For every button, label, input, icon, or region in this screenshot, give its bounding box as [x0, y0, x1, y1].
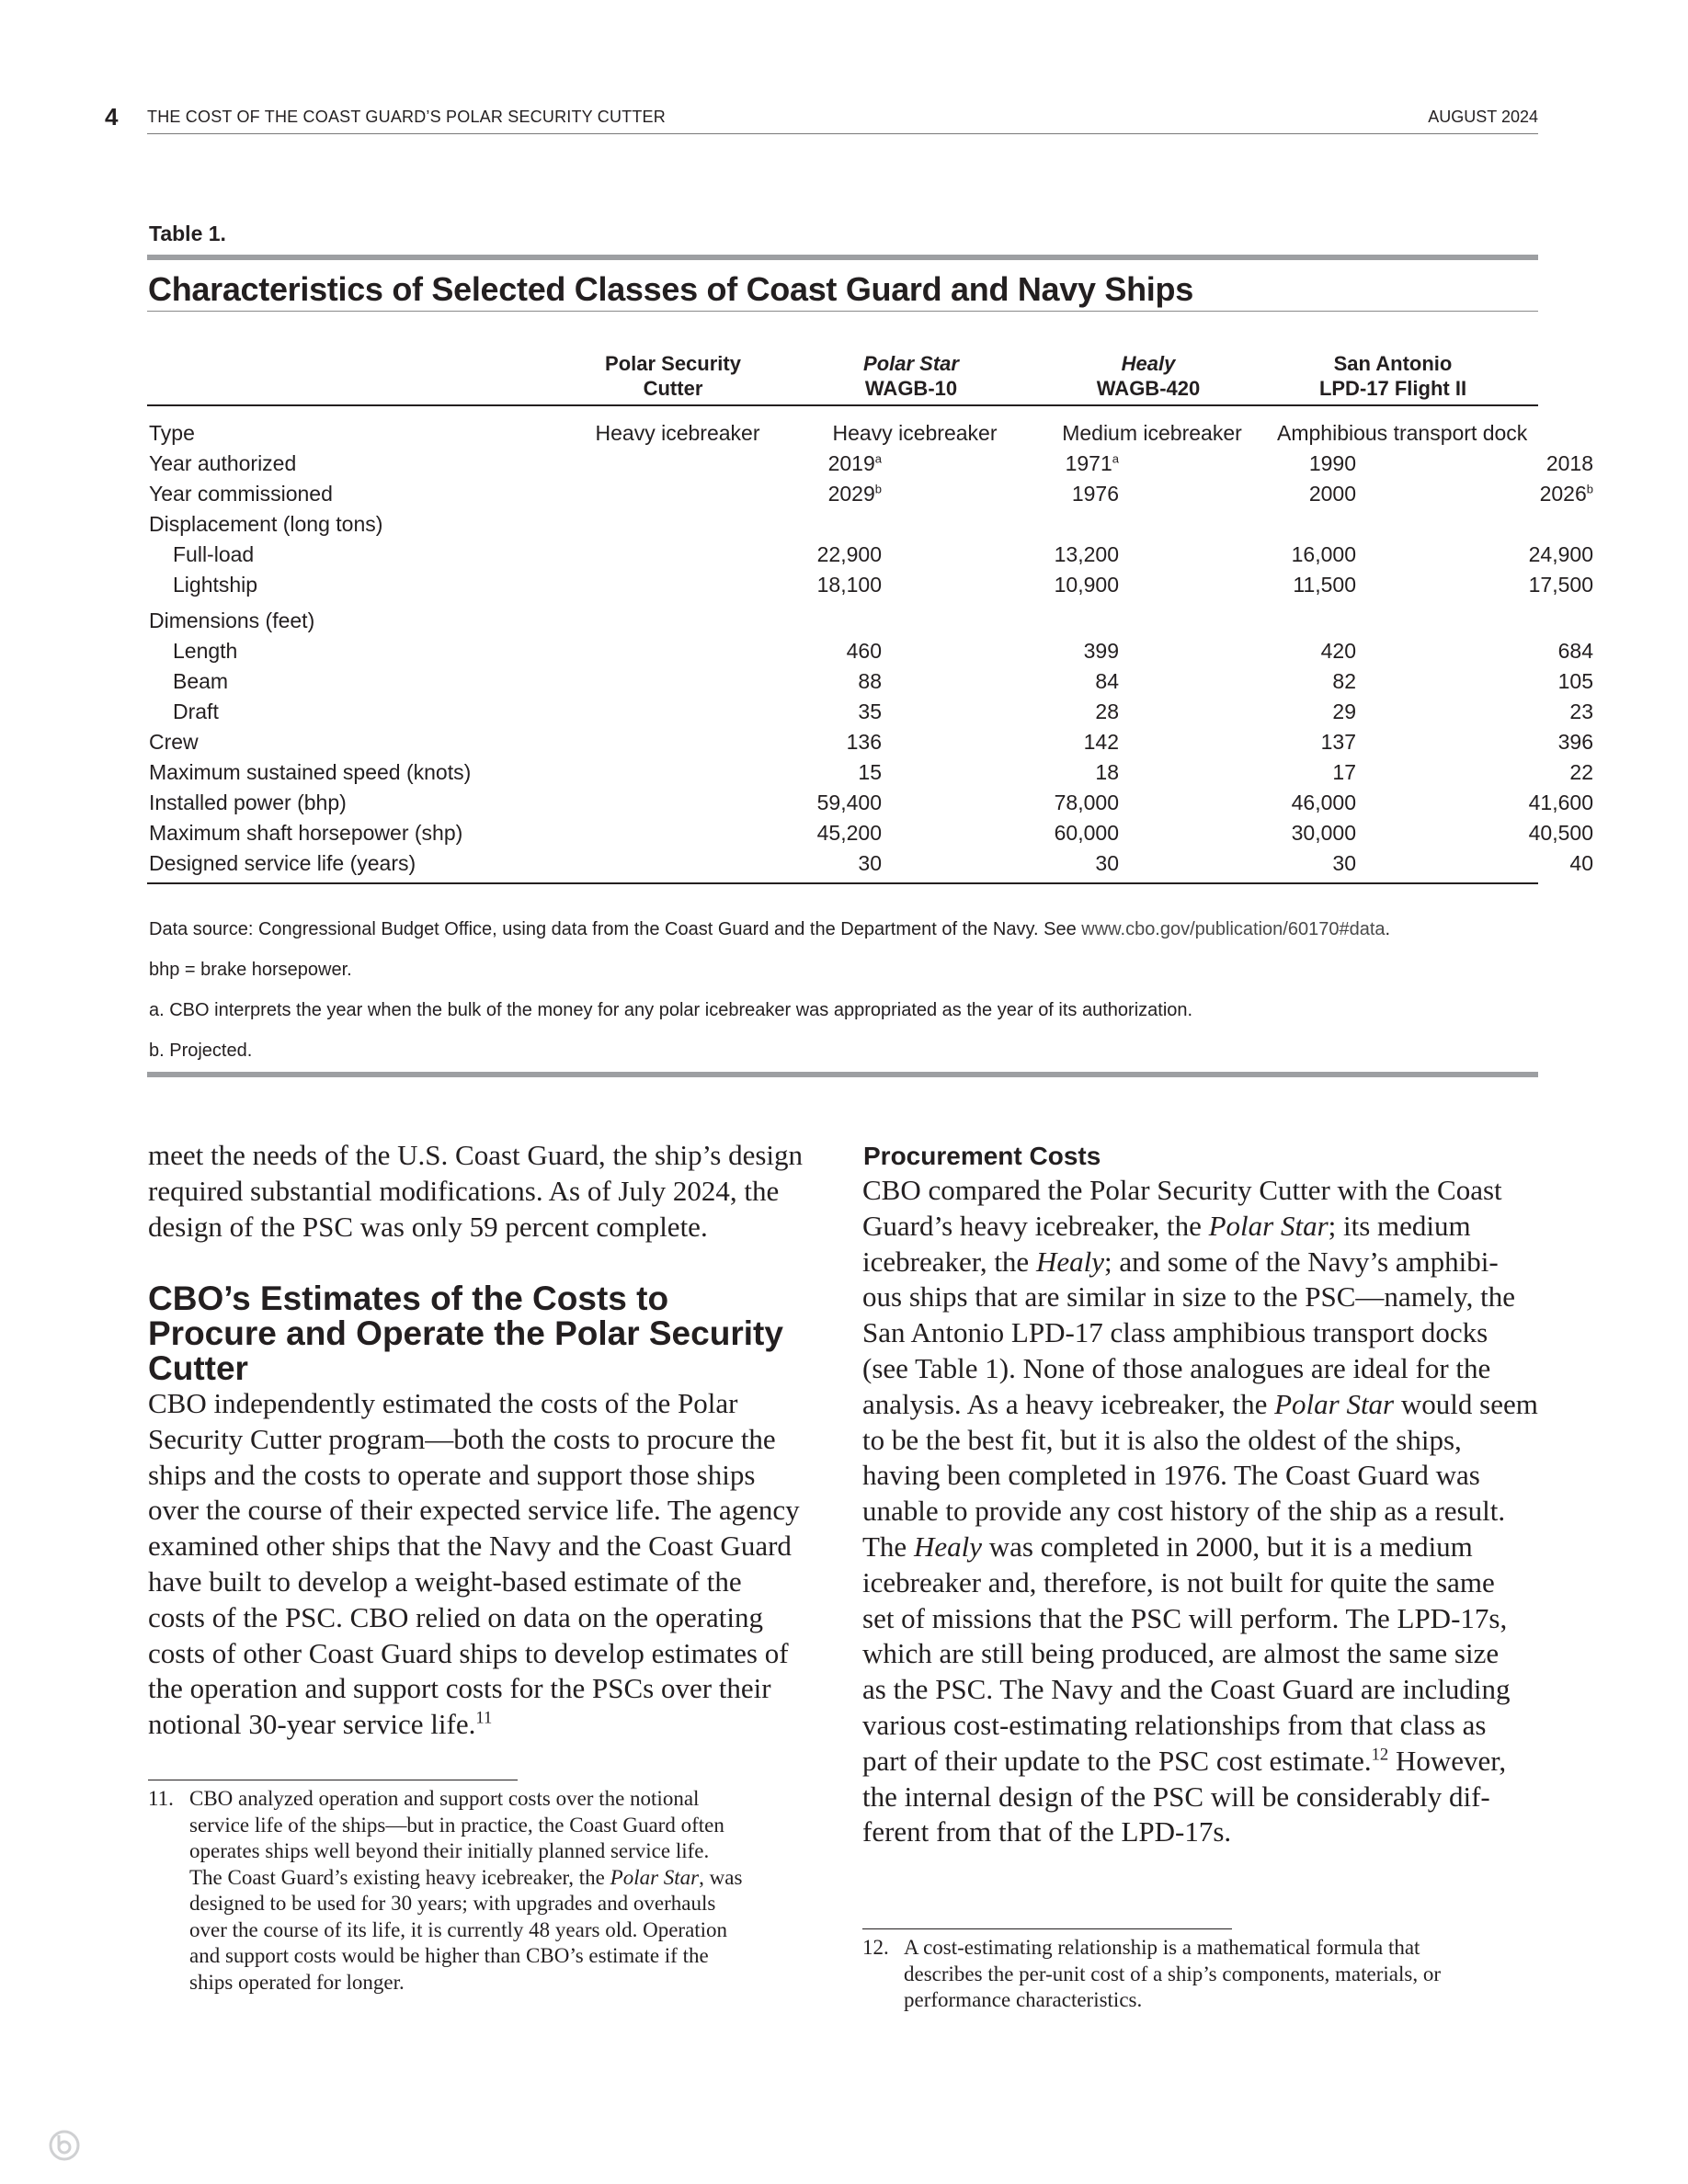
publisher-logo-icon — [49, 2130, 80, 2161]
table-row — [149, 758, 1593, 786]
text-line: the internal design of the PSC will be considerably dif- — [862, 1780, 1490, 1813]
text-line: ferent from that of the LPD-17s. — [862, 1815, 1232, 1848]
cell: 2000 — [1308, 482, 1356, 506]
table-row — [149, 449, 1593, 477]
text-line: The Healy was completed in 2000, but it is a medium — [862, 1530, 1473, 1563]
text-line: part of their update to the PSC cost estimate.$^{12}$ However, — [862, 1744, 1507, 1777]
footnote-line: describes the per-unit cost of a ship’s components, materials, or — [904, 1962, 1441, 1985]
cell: 46,000 — [1291, 791, 1356, 814]
table-row — [149, 849, 1593, 877]
cell: 420 — [1320, 639, 1356, 663]
text-line: Guard’s heavy icebreaker, the Polar Star; its medium — [862, 1209, 1471, 1242]
text-line: over the course of their expected service life. The agency — [148, 1494, 800, 1527]
cell: 142 — [1083, 730, 1119, 754]
text-line: costs of other Coast Guard ships to develop estimates of — [148, 1636, 789, 1669]
cell: 399 — [1083, 639, 1119, 663]
cell: 22 — [1569, 760, 1593, 784]
cell: 136 — [846, 730, 882, 754]
footnote-rule-right — [862, 1928, 1232, 1929]
footnote-text — [904, 1935, 1538, 2014]
text-line: to be the best fit, but it is also the oldest of the ships, — [862, 1423, 1462, 1456]
table-row — [149, 728, 1593, 756]
row-label: Type — [149, 421, 195, 445]
cell: 30 — [1332, 851, 1356, 875]
text-line: having been completed in 1976. The Coast Guard was — [862, 1459, 1480, 1492]
table-row — [149, 607, 1538, 634]
table-row — [149, 637, 1593, 665]
table-row — [149, 419, 1538, 447]
table-source-note: Data source: Congressional Budget Office, using data from the Coast Guard and the Department of the Navy. See www.cbo.gov/publication/60170#data. — [149, 919, 1391, 939]
cell: 17,500 — [1528, 573, 1593, 597]
table-note-b: b. Projected. — [149, 1041, 253, 1061]
table-end-rule — [147, 1072, 1538, 1077]
col-head-healy-line1: Healy — [1121, 352, 1176, 375]
table-row — [149, 510, 1538, 538]
table-title-rule — [147, 311, 1538, 312]
cell: 29 — [1332, 700, 1356, 723]
row-label: Installed power (bhp) — [149, 791, 347, 814]
cell: 17 — [1332, 760, 1356, 784]
footnote-line: A cost-estimating relationship is a mathematical formula that — [904, 1936, 1420, 1959]
footnote-reference: 11 — [475, 1708, 493, 1728]
text-line: Security Cutter program—both the costs to procure the — [148, 1422, 776, 1455]
table-row — [149, 667, 1593, 695]
cell: 15 — [858, 760, 882, 784]
cell: 59,400 — [816, 791, 882, 814]
cell: 22,900 — [816, 542, 882, 566]
cell: 13,200 — [1054, 542, 1119, 566]
row-label: Year commissioned — [149, 482, 333, 506]
cell: 2019$^a$ — [827, 451, 882, 475]
cell: Heavy icebreaker — [832, 421, 998, 445]
header-rule — [147, 133, 1538, 134]
footnote-12 — [862, 1935, 1543, 2018]
table-row — [149, 698, 1593, 725]
table-row — [149, 571, 1593, 598]
cell: 23 — [1569, 700, 1593, 723]
page-number: 4 — [105, 103, 119, 131]
row-label: Year authorized — [149, 451, 297, 475]
row-label: Displacement (long tons) — [149, 512, 383, 536]
cell: 18,100 — [816, 573, 882, 597]
cell: 2026$^b$ — [1539, 482, 1593, 506]
text-line: analysis. As a heavy icebreaker, the Polar Star would seem — [862, 1387, 1538, 1420]
cell: 41,600 — [1528, 791, 1593, 814]
source-link[interactable]: www.cbo.gov/publication/60170#data — [1081, 919, 1386, 939]
cell: 684 — [1557, 639, 1593, 663]
text-line: ous ships that are similar in size to the PSC—namely, the — [862, 1280, 1516, 1314]
running-title: THE COST OF THE COAST GUARD’S POLAR SECURITY CUTTER — [147, 108, 666, 126]
table-title: Characteristics of Selected Classes of Coast Guard and Navy Ships — [148, 270, 1193, 308]
cell: 460 — [846, 639, 882, 663]
cell: Medium icebreaker — [1062, 421, 1242, 445]
text-line: San Antonio LPD-17 class amphibious transport docks — [862, 1316, 1488, 1349]
text-line: unable to provide any cost history of the ship as a result. — [862, 1495, 1506, 1528]
row-label: Crew — [149, 730, 199, 754]
table-top-rule — [147, 255, 1538, 260]
col-head-psc-line2: Cutter — [643, 377, 703, 400]
cell: 60,000 — [1054, 821, 1119, 845]
cell: 396 — [1557, 730, 1593, 754]
text-line: icebreaker and, therefore, is not built for quite the same — [862, 1565, 1495, 1598]
section-heading: CBO’s Estimates of the Costs to Procure and Operate the Polar Security Cutter — [148, 1280, 783, 1387]
left-body-paragraph — [148, 1386, 819, 1743]
table-bottom-rule — [147, 882, 1538, 884]
text-line: ships and the costs to operate and support those ships — [148, 1458, 756, 1491]
footnote-line: ships operated for longer. — [189, 1970, 405, 1994]
col-head-san-antonio — [1287, 351, 1499, 401]
footnote-number: 11. — [148, 1787, 174, 1810]
cell: 30 — [858, 851, 882, 875]
footnote-line: and support costs would be higher than CBO’s estimate if the — [189, 1944, 709, 1967]
row-label: Length — [173, 639, 238, 663]
table-row — [149, 540, 1593, 568]
table-row — [149, 819, 1593, 847]
text-line: icebreaker, the Healy; and some of the Navy’s amphibi- — [862, 1245, 1499, 1278]
row-label: Draft — [173, 700, 219, 723]
cell: 84 — [1095, 669, 1119, 693]
text-line: the operation and support costs for the PSCs over their — [148, 1672, 771, 1705]
col-head-psc — [567, 351, 779, 401]
text-line: which are still being produced, are almost the same size — [862, 1637, 1500, 1670]
cell: 1971$^a$ — [1065, 451, 1119, 475]
footnote-line: performance characteristics. — [904, 1988, 1143, 2011]
footnote-line: service life of the ships—but in practice, the Coast Guard often — [189, 1813, 724, 1837]
text-line: have built to develop a weight-based estimate of the — [148, 1564, 742, 1598]
row-label: Beam — [173, 669, 229, 693]
cell: 105 — [1557, 669, 1593, 693]
cell: 82 — [1332, 669, 1356, 693]
col-head-polar-star — [805, 351, 1017, 401]
right-body-paragraph — [862, 1173, 1543, 1850]
footnote-text — [189, 1786, 815, 1996]
cell: 28 — [1095, 700, 1119, 723]
col-head-san-antonio-line1: San Antonio — [1333, 352, 1453, 375]
left-intro-paragraph: meet the needs of the U.S. Coast Guard, the ship’s design required substantial modifications. As of July 2024, the design of the PSC was only 59 percent complete. — [148, 1139, 804, 1243]
running-date: AUGUST 2024 — [1428, 108, 1538, 126]
cell: 18 — [1095, 760, 1119, 784]
table-label: Table 1. — [149, 222, 226, 245]
row-label: Maximum shaft horsepower (shp) — [149, 821, 463, 845]
subheading-procurement-costs: Procurement Costs — [863, 1142, 1101, 1170]
cell: 137 — [1320, 730, 1356, 754]
cell: 30 — [1095, 851, 1119, 875]
footnote-11 — [148, 1786, 810, 2007]
cell: 1990 — [1308, 451, 1356, 475]
footnote-line: designed to be used for 30 years; with upgrades and overhauls — [189, 1892, 716, 1915]
text-line: as the PSC. The Navy and the Coast Guard are including — [862, 1673, 1511, 1706]
text-line: notional 30-year service life.$^{11}$ — [148, 1708, 493, 1741]
col-head-san-antonio-line2: LPD-17 Flight II — [1318, 377, 1467, 400]
table-note-bhp: bhp = brake horsepower. — [149, 960, 352, 980]
cell: 10,900 — [1054, 573, 1119, 597]
col-head-polar-star-line1: Polar Star — [863, 352, 959, 375]
text-line: costs of the PSC. CBO relied on data on the operating — [148, 1600, 763, 1633]
text-line: various cost-estimating relationships from that class as — [862, 1708, 1487, 1741]
row-label: Full-load — [173, 542, 255, 566]
col-head-polar-star-line2: WAGB-10 — [864, 377, 958, 400]
cell: Amphibious transport dock — [1277, 421, 1528, 445]
cell: 45,200 — [816, 821, 882, 845]
row-label: Designed service life (years) — [149, 851, 416, 875]
cell: 24,900 — [1528, 542, 1593, 566]
text-line: (see Table 1). None of those analogues are ideal for the — [862, 1351, 1491, 1384]
text-line: examined other ships that the Navy and the Coast Guard — [148, 1530, 792, 1563]
footnote-line: CBO analyzed operation and support costs over the notional — [189, 1787, 700, 1810]
footnote-line: The Coast Guard’s existing heavy icebreaker, the Polar Star, was — [189, 1865, 743, 1889]
table-row — [149, 480, 1593, 507]
cell: 30,000 — [1291, 821, 1356, 845]
cell: 40 — [1569, 851, 1593, 875]
col-head-psc-line1: Polar Security — [605, 352, 741, 375]
footnote-line: over the course of its life, it is currently 48 years old. Operation — [189, 1917, 728, 1941]
col-head-healy-line2: WAGB-420 — [1096, 377, 1201, 400]
cell: 78,000 — [1054, 791, 1119, 814]
footnote-number: 12. — [862, 1936, 889, 1959]
text-line: CBO compared the Polar Security Cutter with the Coast — [862, 1174, 1502, 1206]
table-note-a: a. CBO interprets the year when the bulk of the money for any polar icebreaker was appropriated as the year of its authorization. — [149, 1000, 1193, 1020]
col-head-healy — [1043, 351, 1254, 401]
footnote-line: operates ships well beyond their initially planned service life. — [189, 1839, 710, 1862]
text-line: CBO independently estimated the costs of the Polar — [148, 1387, 738, 1419]
cell: 2018 — [1545, 451, 1593, 475]
cell: 11,500 — [1293, 573, 1356, 597]
cell: 16,000 — [1291, 542, 1356, 566]
cell: 88 — [858, 669, 882, 693]
cell: 2029$^b$ — [827, 482, 882, 506]
row-label: Dimensions (feet) — [149, 609, 315, 632]
cell: 40,500 — [1528, 821, 1593, 845]
row-label: Lightship — [173, 573, 258, 597]
text-line: set of missions that the PSC will perform. The LPD-17s, — [862, 1601, 1508, 1634]
cell: Heavy icebreaker — [595, 421, 760, 445]
row-label: Maximum sustained speed (knots) — [149, 760, 472, 784]
table-header-rule — [147, 404, 1538, 406]
table-row — [149, 789, 1593, 816]
cell: 1976 — [1071, 482, 1119, 506]
cell: 35 — [858, 700, 882, 723]
